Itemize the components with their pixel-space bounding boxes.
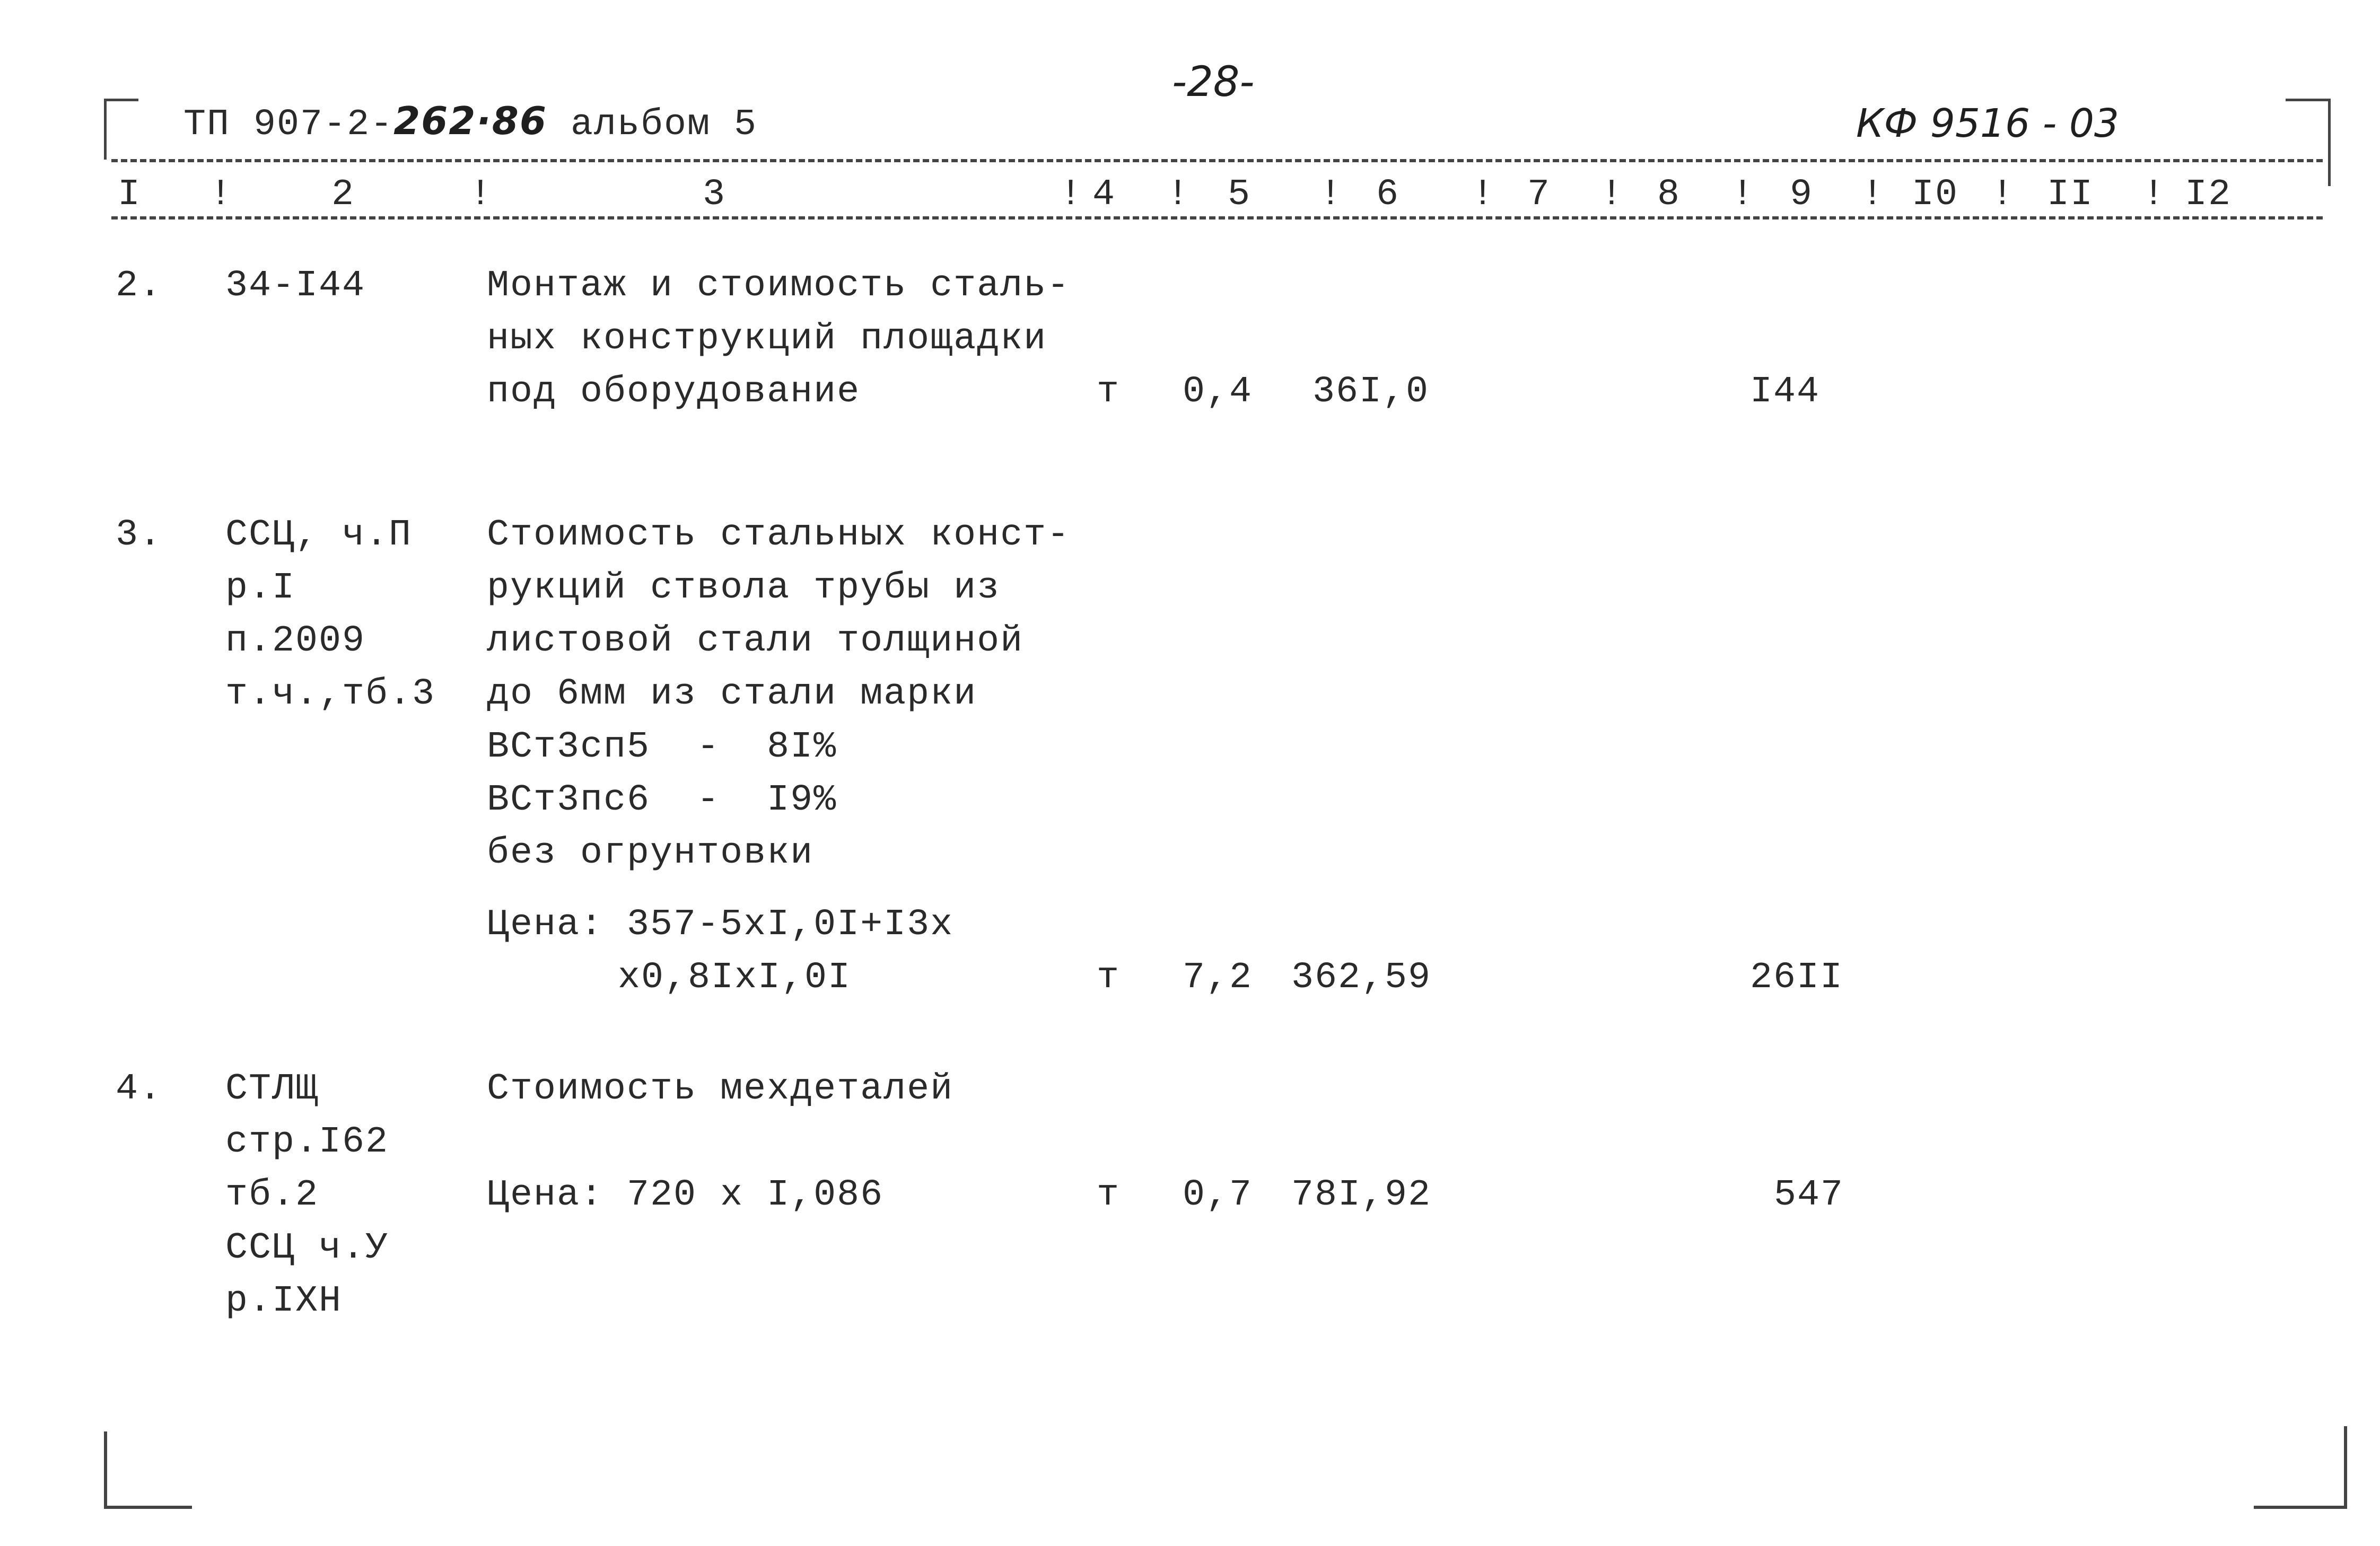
row-description: рукций ствола трубы из — [487, 567, 1001, 609]
row-price-formula: х0,8IхI,0I — [618, 957, 852, 999]
col-header-5: 5 — [1228, 174, 1252, 216]
col-header-10: I0 — [1912, 174, 1959, 216]
row-description: ВСт3пс6 - I9% — [487, 779, 837, 821]
row-total: 26II — [1750, 957, 1844, 999]
col-sep-1: ! — [209, 174, 233, 216]
row-quantity: 0,4 — [1183, 371, 1253, 413]
row-number: 4. — [116, 1068, 163, 1110]
col-header-9: 9 — [1790, 174, 1814, 216]
row-unit-price: 78I,92 — [1291, 1174, 1432, 1216]
album-label: альбом 5 — [570, 104, 757, 146]
row-quantity: 7,2 — [1183, 957, 1253, 999]
doc-code-handwritten: 262·86 — [393, 99, 547, 143]
row-reference: тб.2 — [225, 1174, 319, 1216]
row-reference: р.I — [225, 567, 296, 609]
row-number: 3. — [116, 514, 163, 556]
col-header-1: I — [118, 174, 142, 216]
row-reference: р.IХН — [225, 1280, 343, 1322]
col-header-3: 3 — [703, 174, 727, 216]
col-header-6: 6 — [1376, 174, 1400, 216]
doc-code — [137, 41, 757, 152]
frame-corner-bottom-left — [104, 1431, 192, 1509]
col-sep-8: ! — [1731, 174, 1755, 216]
row-reference: 34-I44 — [225, 265, 366, 307]
stamp-code: КФ 9516 - 03 — [1856, 101, 2119, 146]
col-sep-7: ! — [1600, 174, 1624, 216]
row-description: Стоимость стальных конст- — [487, 514, 1071, 556]
doc-code-prefix: ТП 907-2- — [183, 104, 394, 146]
row-reference: стр.I62 — [225, 1121, 389, 1163]
row-price-formula: Цена: 720 х I,086 — [487, 1174, 884, 1216]
col-header-8: 8 — [1657, 174, 1681, 216]
col-header-12: I2 — [2185, 174, 2232, 216]
row-reference: п.2009 — [225, 620, 366, 662]
col-sep-4: ! — [1167, 174, 1191, 216]
col-sep-9: ! — [1861, 174, 1885, 216]
row-number: 2. — [116, 265, 163, 307]
col-sep-11: ! — [2142, 174, 2166, 216]
table-header-top-line — [111, 159, 2323, 162]
row-description: листовой стали толщиной — [487, 620, 1024, 662]
row-description: ных конструкций площадки — [487, 318, 1047, 360]
row-description: Стоимость мехдеталей — [487, 1068, 954, 1110]
col-sep-10: ! — [1991, 174, 2015, 216]
col-header-2: 2 — [331, 174, 355, 216]
row-total: I44 — [1750, 371, 1821, 413]
row-price-formula: Цена: 357-5хI,0I+I3х — [487, 904, 954, 946]
col-header-4: 4 — [1092, 174, 1116, 216]
col-header-7: 7 — [1527, 174, 1551, 216]
col-sep-2: ! — [469, 174, 493, 216]
row-total: 547 — [1774, 1174, 1844, 1216]
row-description: без огрунтовки — [487, 832, 814, 874]
page-number: -28- — [1172, 58, 1255, 106]
row-reference: СТЛЩ — [225, 1068, 319, 1110]
row-unit-price: 36I,0 — [1312, 371, 1430, 413]
row-description: под оборудование — [487, 371, 861, 413]
row-unit: т — [1097, 371, 1121, 413]
col-sep-6: ! — [1472, 174, 1495, 216]
row-reference: ССЦ ч.У — [225, 1227, 389, 1269]
col-sep-3: ! — [1060, 174, 1083, 216]
col-header-11: II — [2047, 174, 2094, 216]
row-unit-price: 362,59 — [1291, 957, 1432, 999]
row-description: Монтаж и стоимость сталь- — [487, 265, 1071, 307]
row-quantity: 0,7 — [1183, 1174, 1253, 1216]
row-reference: т.ч.,тб.3 — [225, 673, 436, 715]
col-sep-5: ! — [1319, 174, 1343, 216]
row-description: до 6мм из стали марки — [487, 673, 977, 715]
row-description: ВСт3сп5 - 8I% — [487, 726, 837, 768]
row-reference: ССЦ, ч.П — [225, 514, 413, 556]
row-unit: т — [1097, 957, 1121, 999]
frame-corner-bottom-right — [2254, 1426, 2347, 1509]
frame-corner-top-right — [2286, 99, 2331, 186]
row-unit: т — [1097, 1174, 1121, 1216]
frame-corner-top-left — [104, 99, 138, 160]
